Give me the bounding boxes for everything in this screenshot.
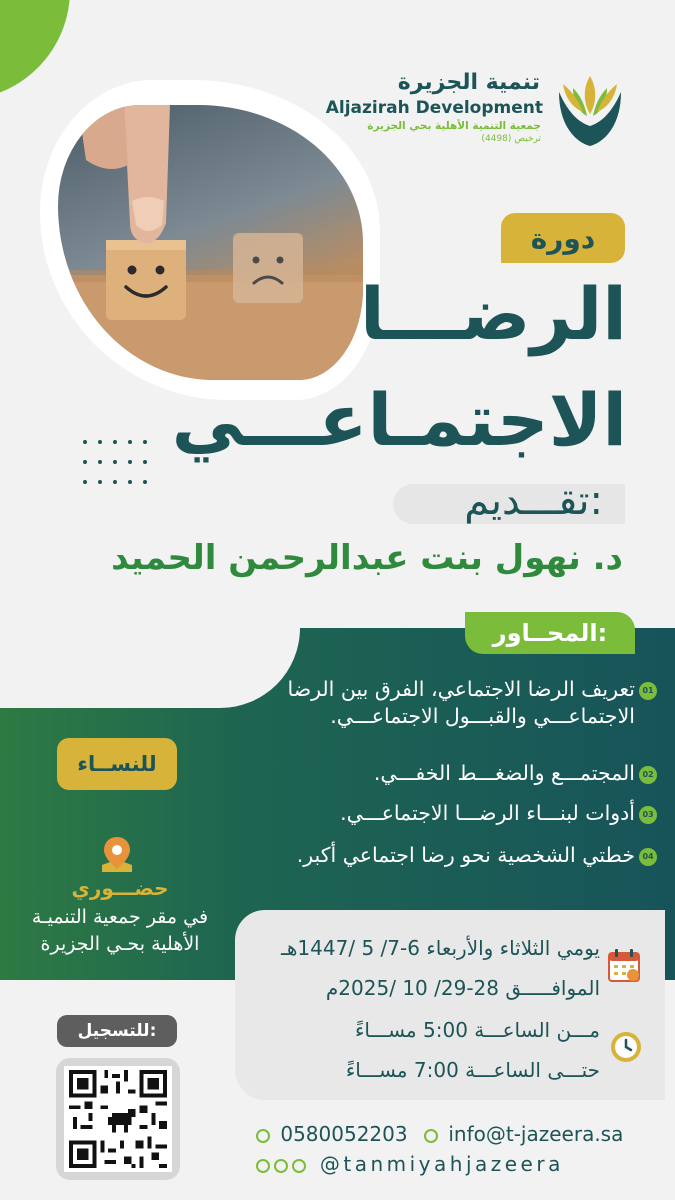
instagram-icon: [292, 1159, 306, 1173]
qr-code[interactable]: [56, 1058, 180, 1180]
axis-item-4: [205, 842, 654, 869]
x-icon: [256, 1159, 270, 1173]
schedule-gregorian: الموافـــــق 28-29/ 10 /2025م: [325, 976, 600, 1000]
clock-icon: [609, 1030, 643, 1064]
phone-contact[interactable]: [256, 1122, 408, 1146]
course-label-badge: دورة: [501, 213, 625, 263]
axis-item-3: [205, 800, 654, 827]
axis-number-badge: 03: [639, 806, 657, 824]
register-label-badge: للتسجيل:: [57, 1015, 177, 1047]
brand-name-english: Aljazirah Development: [325, 98, 543, 118]
axis-number-badge: 01: [639, 682, 657, 700]
schedule-end-time: حتـــى الساعـــة 7:00 مســـاءً: [345, 1058, 600, 1082]
axes-label-badge: المحــاور:: [465, 612, 635, 654]
course-title-line1: الرضـــا: [360, 272, 627, 356]
location-pin-icon: [100, 835, 134, 873]
axis-item-text: تعريف الرضا الاجتماعي، الفرق بين الرضا الاجتماعـــي والقبـــول الاجتماعـــي.: [287, 677, 635, 728]
axis-number-badge: 04: [639, 848, 657, 866]
calendar-icon: [607, 948, 641, 984]
leaf-logo-icon: [553, 70, 627, 150]
axis-item-2: [205, 760, 654, 787]
whatsapp-icon: [256, 1129, 270, 1143]
snapchat-icon: [274, 1159, 288, 1173]
brand-subtitle: جمعية التنمية الأهلية بحي الجزيرة: [367, 120, 541, 132]
dots-decoration: [80, 437, 150, 487]
presenter-label: تقـــديم:: [464, 478, 603, 524]
audience-badge: للنســاء: [57, 738, 177, 790]
axis-number-badge: 02: [639, 766, 657, 784]
corner-leaf-decoration: [0, 0, 70, 100]
attendance-place: في مقر جمعية التنميـة الأهلية بحـي الجزيرة: [31, 906, 209, 955]
social-handle: @tanmiyahjazeera: [319, 1152, 564, 1176]
email-address: info@t-jazeera.sa: [448, 1122, 624, 1146]
axis-item-text: أدوات لبنـــاء الرضـــا الاجتماعـــي.: [340, 801, 635, 825]
phone-number: 0580052203: [280, 1122, 408, 1146]
brand-license: ترخيص (4498): [481, 134, 541, 144]
schedule-days: يومي الثلاثاء والأربعاء 6-7/ 5 /1447هـ: [281, 936, 600, 960]
axis-item-text: المجتمـــع والضغـــط الخفـــي.: [373, 761, 635, 785]
email-contact[interactable]: [424, 1122, 623, 1146]
presenter-name: د. نهول بنت عبدالرحمن الحميد: [111, 538, 623, 578]
course-title-line2: الاجتمـاعـــي: [171, 378, 627, 462]
qr-code-icon: [64, 1066, 172, 1172]
brand-name-arabic: تنمية الجزيرة: [397, 70, 540, 95]
axis-item-1: [205, 676, 654, 729]
social-contact[interactable]: [256, 1152, 564, 1176]
axis-item-text: خطتي الشخصية نحو رضا اجتماعي أكبر.: [296, 843, 635, 867]
schedule-start-time: مـــن الساعـــة 5:00 مســـاءً: [355, 1018, 600, 1042]
attendance-label: حضـــوري: [71, 876, 169, 900]
email-icon: [424, 1129, 438, 1143]
